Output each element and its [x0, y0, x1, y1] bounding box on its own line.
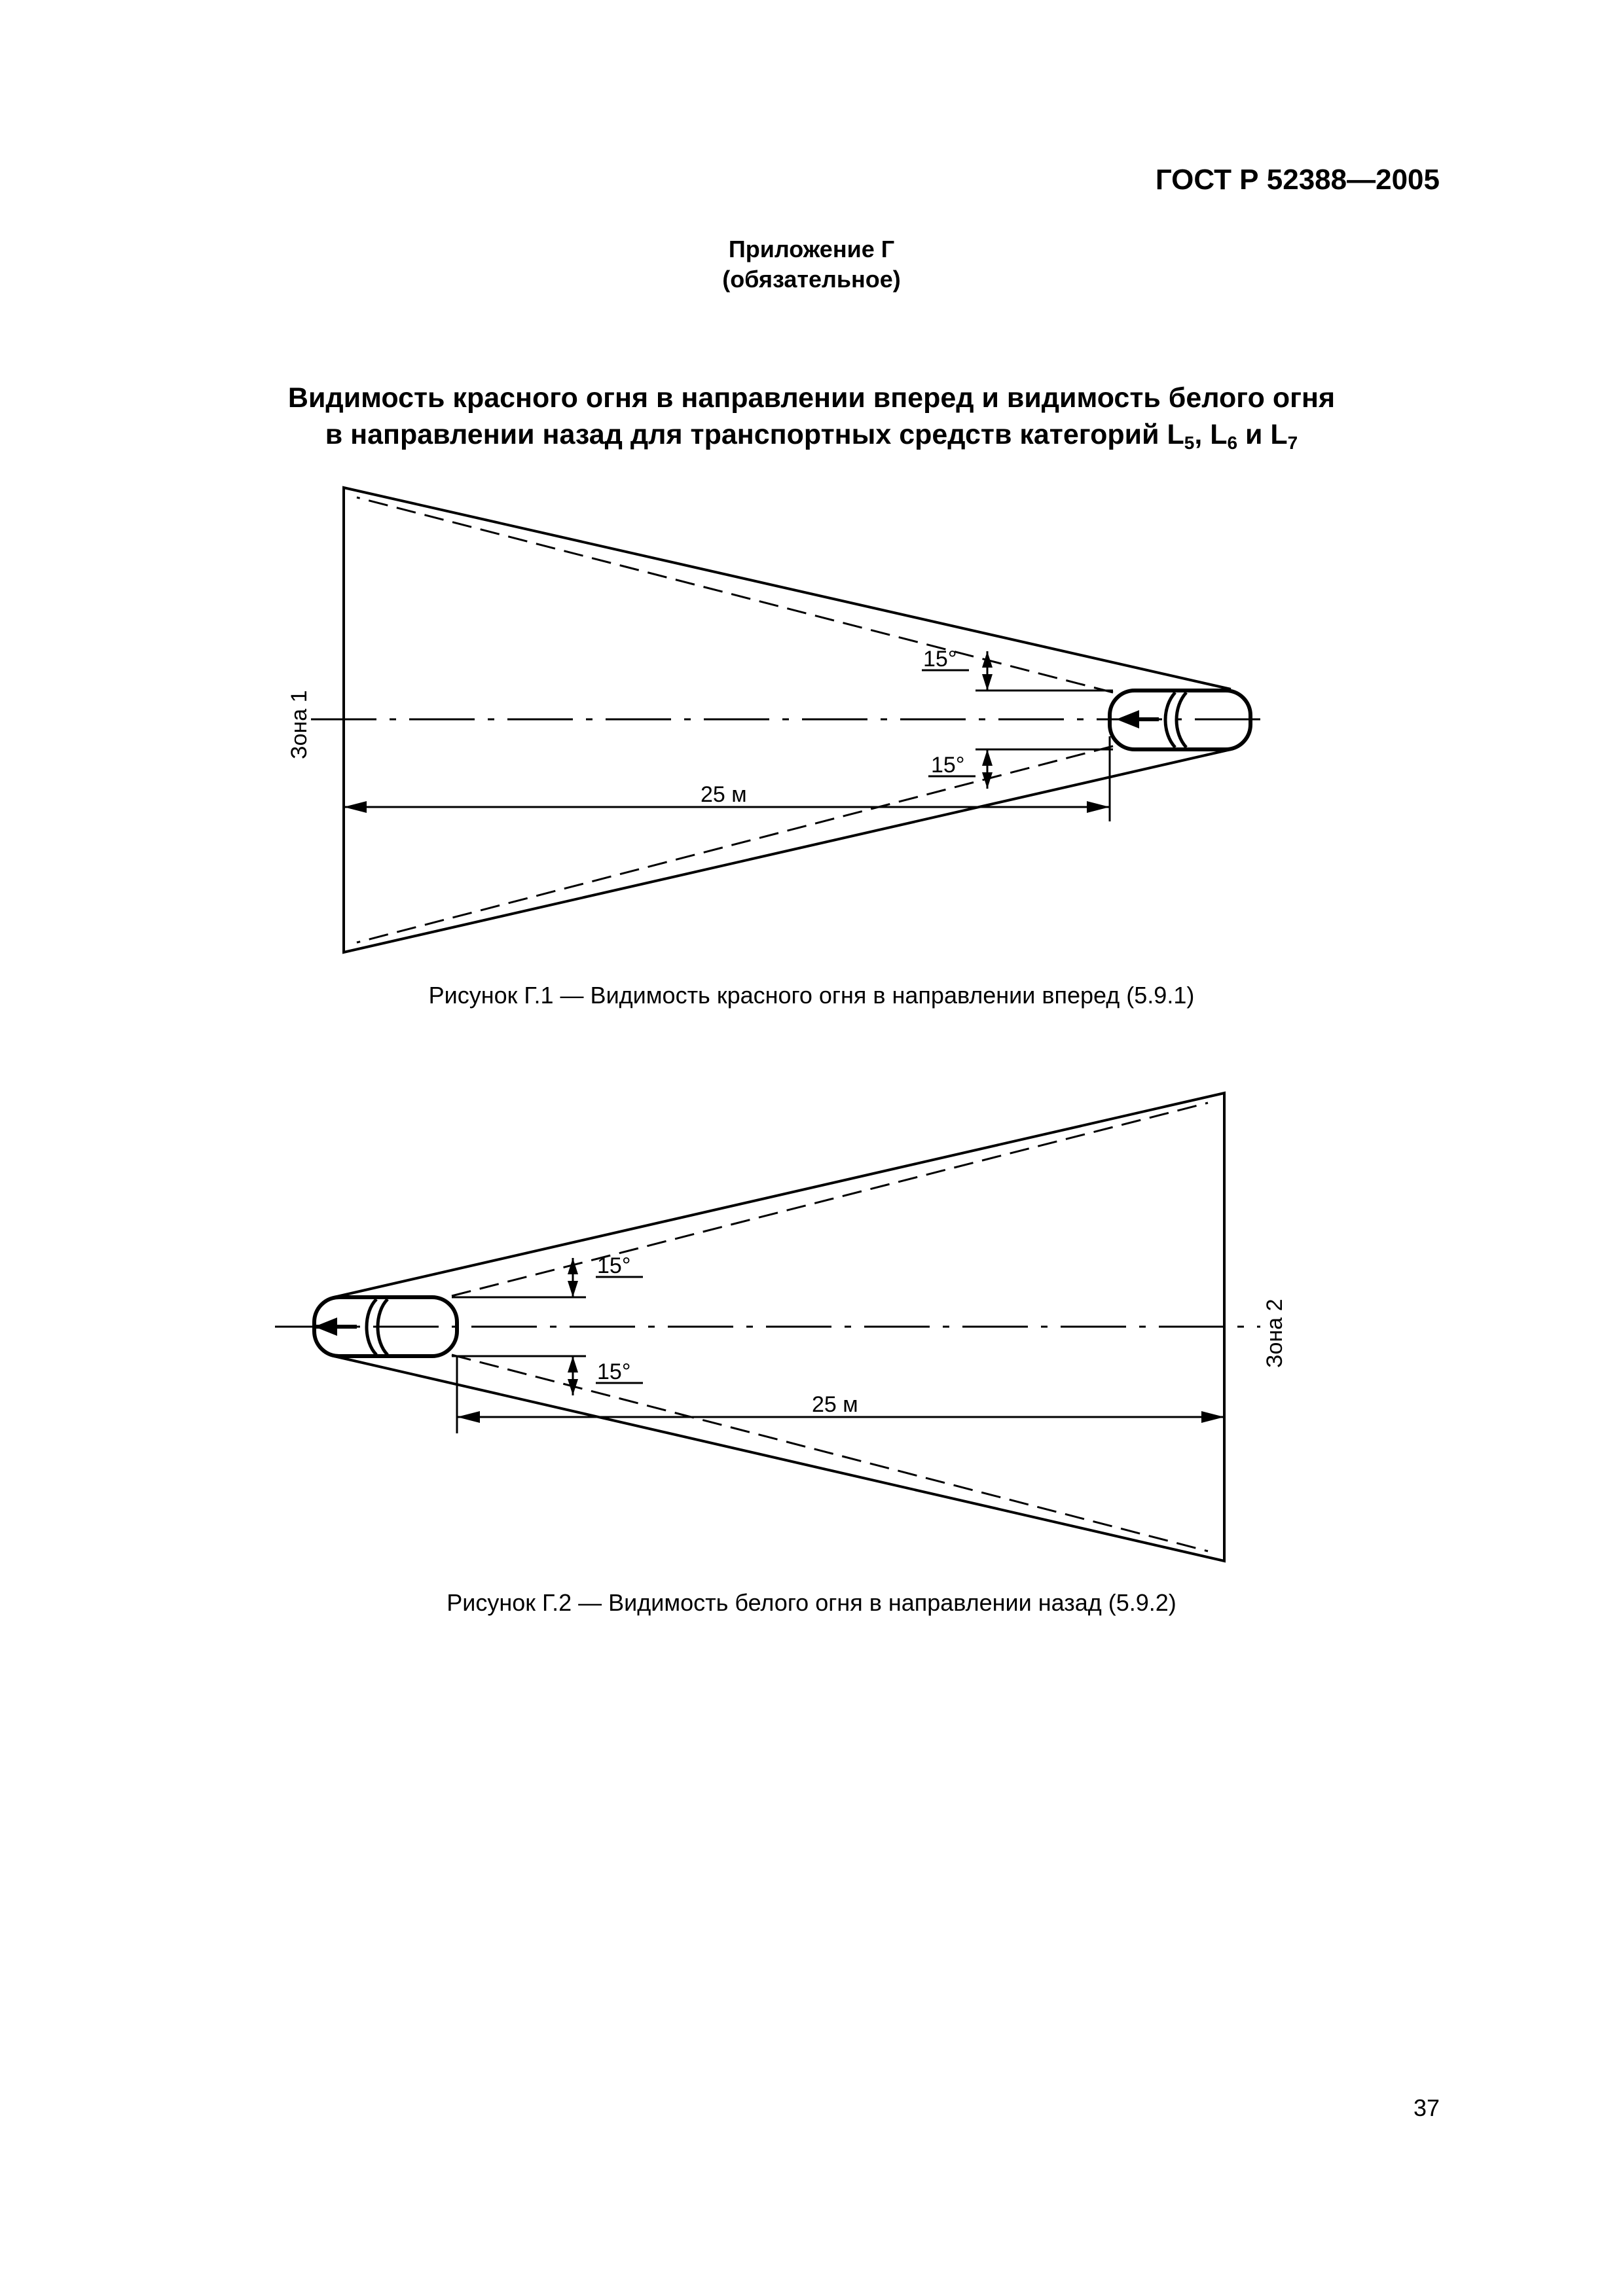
- figure1-dashed-top: [357, 497, 1113, 692]
- figure2-angle-label-top: 15°: [597, 1253, 631, 1278]
- figure1-angle-label-bottom: 15°: [931, 753, 965, 778]
- figure1-direction-arrowhead: [1116, 710, 1139, 728]
- title-separator-1: , L: [1194, 419, 1228, 450]
- category-subscript-7: 7: [1287, 433, 1298, 453]
- figure1-arrowhead-left-dim: [344, 801, 367, 813]
- figure2-angle-label-bottom: 15°: [597, 1359, 631, 1384]
- category-subscript-5: 5: [1184, 433, 1195, 453]
- figure2-arrowhead-right-dim: [1201, 1411, 1224, 1423]
- category-subscript-6: 6: [1227, 433, 1238, 453]
- figure2-arrowhead-left-dim: [457, 1411, 480, 1423]
- figure2-arrowhead-angle-bottom: [568, 1356, 578, 1372]
- section-title-line1: Видимость красного огня в направлении вперед и видимость белого огня: [287, 382, 1336, 414]
- figure2-dashed-bottom: [452, 1355, 1208, 1551]
- page-number: 37: [1413, 2094, 1440, 2121]
- figure1-dashed-bottom: [357, 746, 1113, 942]
- figure1-arrowhead-right-dim: [1087, 801, 1110, 813]
- figure1-angle-label-top: 15°: [923, 647, 957, 672]
- figure1-zone-label: Зона 1: [287, 690, 312, 759]
- document-header: ГОСТ Р 52388—2005: [1155, 164, 1440, 196]
- figure1-distance-label: 25 м: [701, 782, 747, 807]
- figure2-dashed-top: [452, 1103, 1208, 1296]
- figure2-caption: Рисунок Г.2 — Видимость белого огня в направлении назад (5.9.2): [447, 1589, 1176, 1616]
- figure1-vehicle-windshield: [1165, 692, 1175, 747]
- figure2-direction-arrowhead: [314, 1318, 337, 1336]
- figure1-arrowhead-angle-bottom: [982, 749, 993, 766]
- figure1-caption: Рисунок Г.1 — Видимость красного огня в направлении вперед (5.9.1): [428, 982, 1195, 1009]
- title-separator-2: и L: [1237, 419, 1288, 450]
- figure2-arrowhead-angle-top-2: [568, 1281, 578, 1297]
- figure2-distance-label: 25 м: [812, 1392, 858, 1417]
- figure2-zone-label: Зона 2: [1262, 1299, 1287, 1368]
- figure1-arrowhead-angle-top-2: [982, 674, 993, 691]
- annex-title: Приложение Г: [728, 236, 895, 262]
- annex-status: (обязательное): [722, 266, 901, 293]
- title-line2-text: в направлении назад для транспортных средств категорий L: [325, 419, 1184, 450]
